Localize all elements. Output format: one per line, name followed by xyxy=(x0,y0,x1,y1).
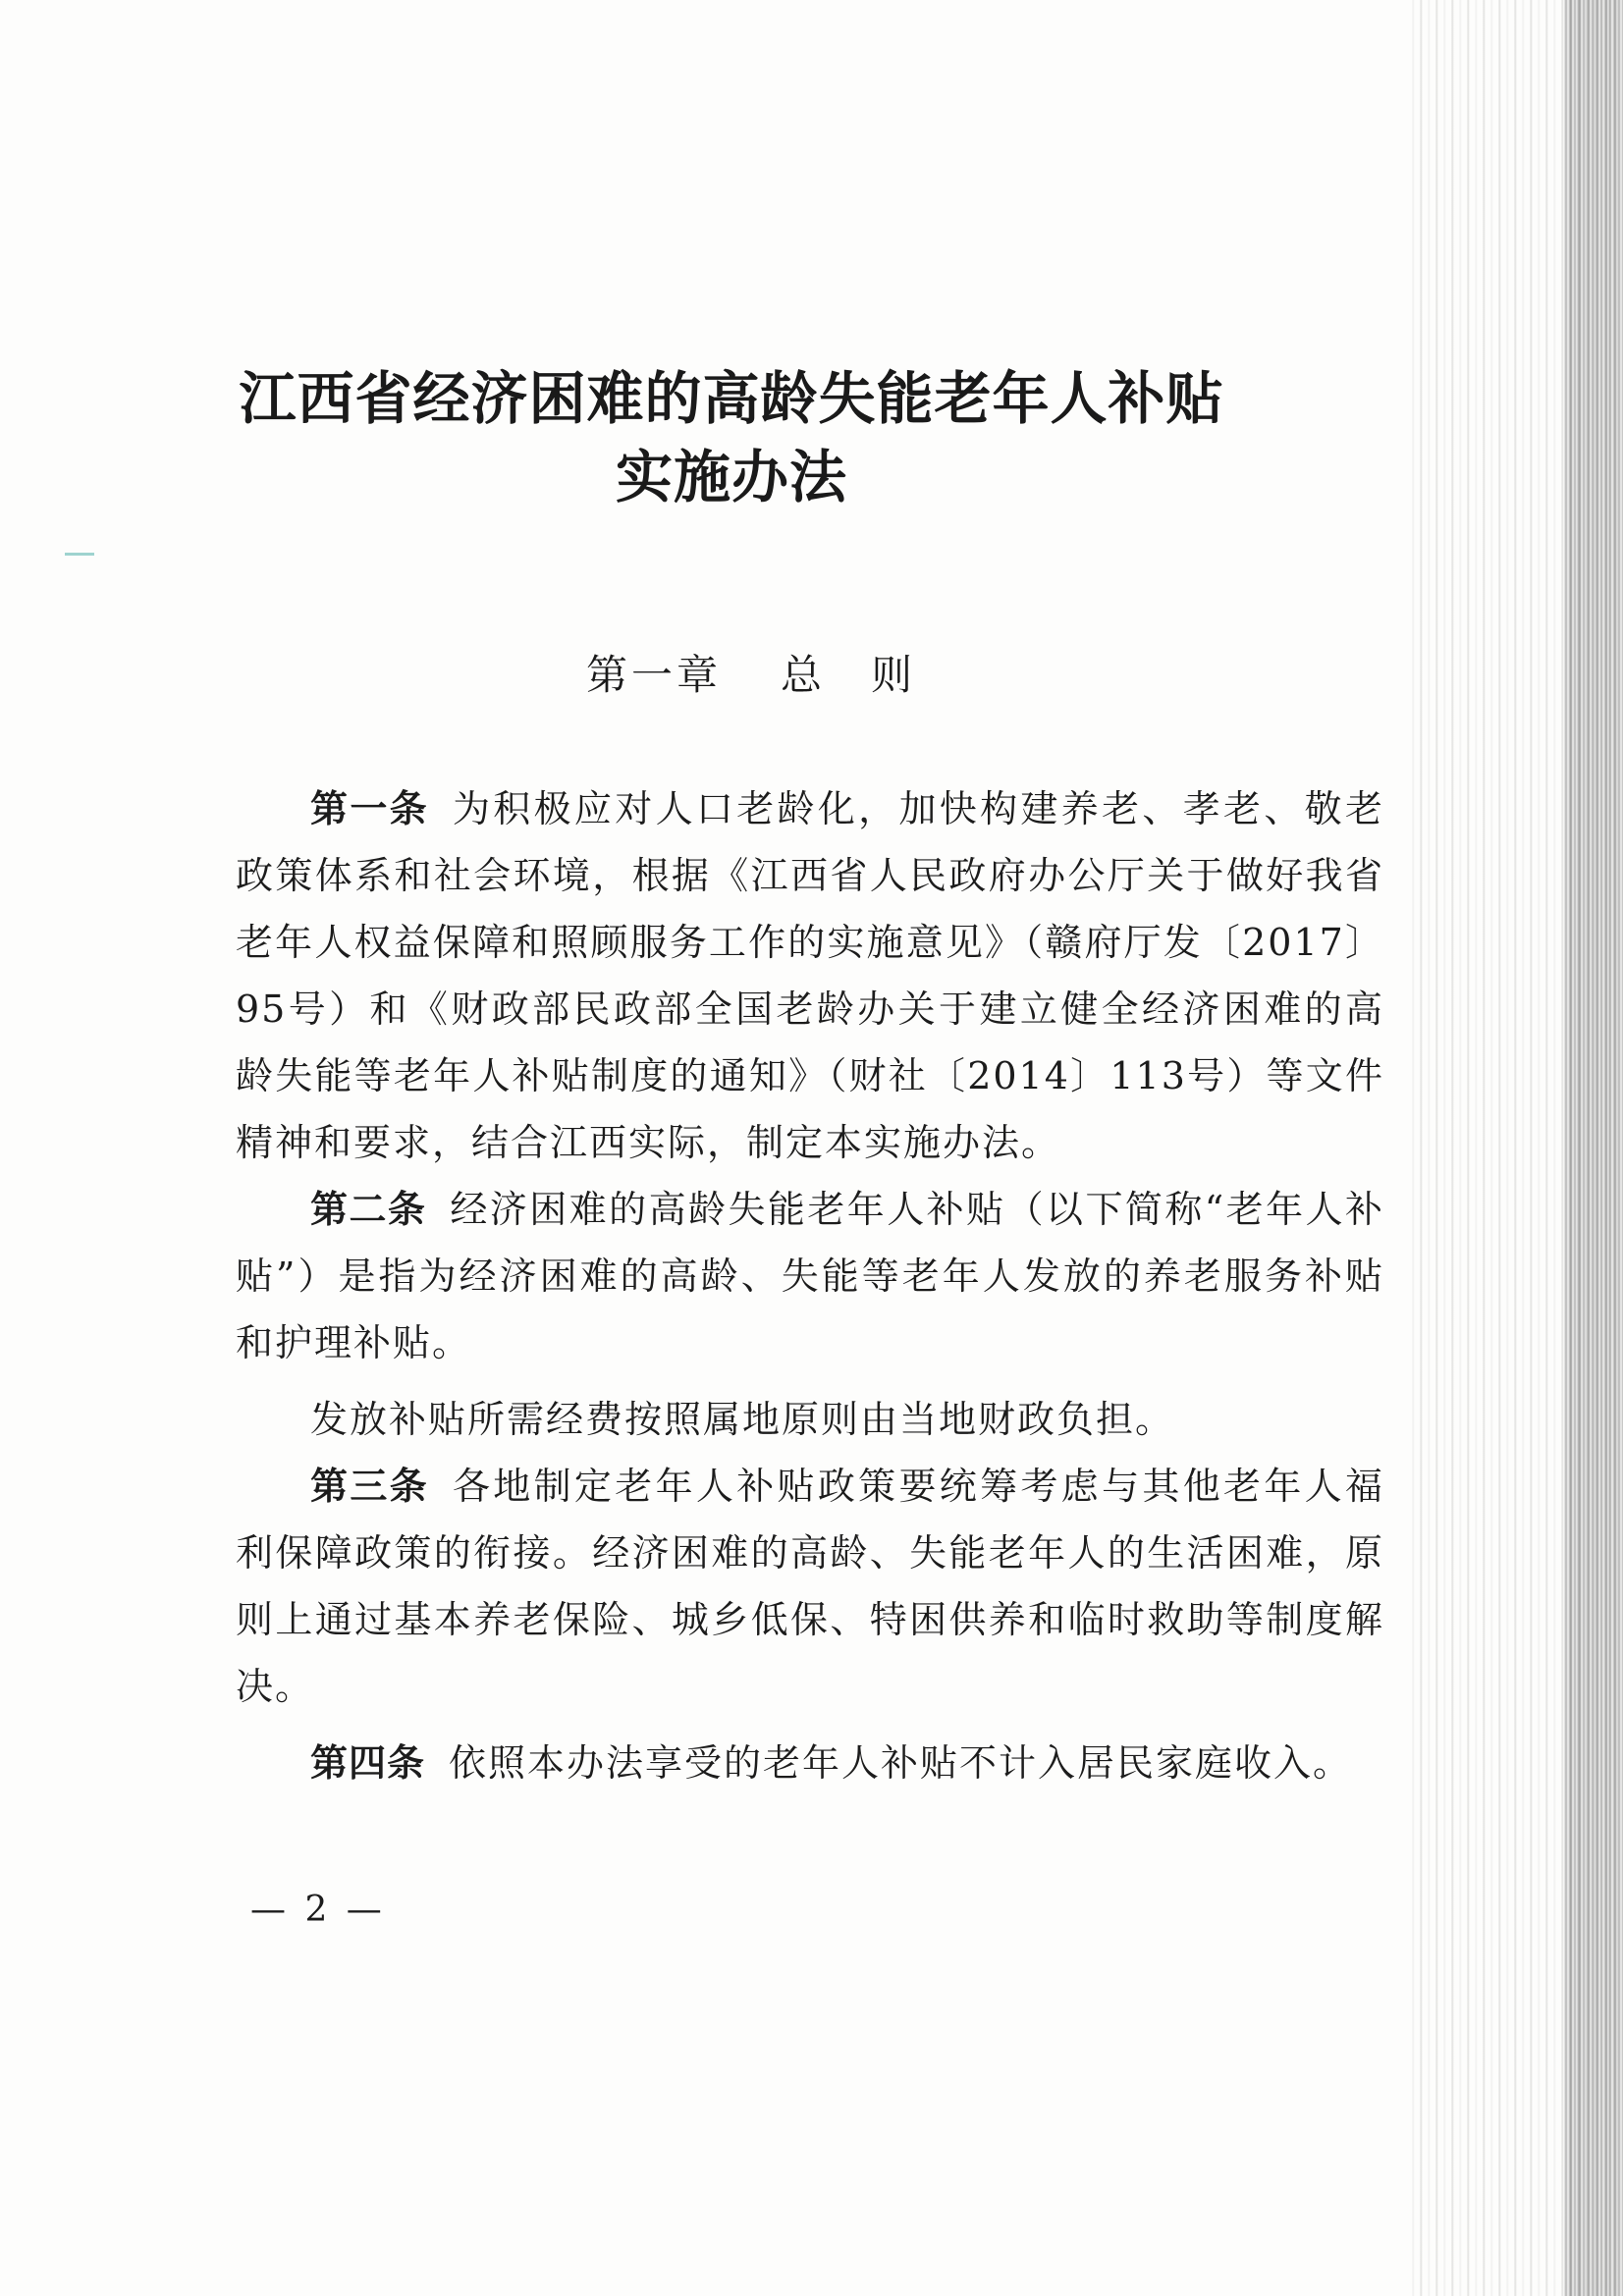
article-number: 第三条 xyxy=(310,1465,429,1508)
paragraph-article-2 xyxy=(236,1176,1384,1376)
chapter-name: 总 则 xyxy=(781,651,917,699)
article-text: 为积极应对人口老龄化，加快构建养老、孝老、敬老政策体系和社会环境，根据《江西省人民政府办公厅关于做好我省老年人权益保障和照顾服务工作的实施意见》（赣府厅发〔2017〕95号）和《财政部民政部全国老龄办关于建立健全经济困难的高龄失能等老年人补贴制度的通知》（财社〔2014〕113号）等文件精神和要求，结合江西实际，制定本实施办法。 xyxy=(236,787,1384,1164)
article-text: 各地制定老年人补贴政策要统筹考虑与其他老年人福利保障政策的衔接。经济困难的高龄、失能老年人的生活困难，原则上通过基本养老保险、城乡低保、特困供养和临时救助等制度解决。 xyxy=(236,1465,1384,1708)
article-text: 经济困难的高龄失能老年人补贴（以下简称“老年人补贴”）是指为经济困难的高龄、失能等老年人发放的养老服务补贴和护理补贴。 xyxy=(236,1188,1384,1364)
paragraph-article-3 xyxy=(236,1453,1384,1720)
document-title-line2: 实施办法 xyxy=(615,444,847,510)
page-number: — 2 — xyxy=(250,1890,386,1930)
document-title-line1: 江西省经济困难的高龄失能老年人补贴 xyxy=(239,365,1224,432)
article-number: 第一条 xyxy=(310,787,429,830)
article-number: 第四条 xyxy=(310,1741,426,1785)
margin-mark xyxy=(65,553,94,556)
article-number: 第二条 xyxy=(310,1188,427,1231)
document-body xyxy=(236,775,1384,1796)
paragraph-article-1 xyxy=(236,775,1384,1176)
article-text: 依照本办法享受的老年人补贴不计入居民家庭收入。 xyxy=(449,1741,1353,1785)
chapter-label: 第一章 xyxy=(585,651,722,699)
article-text: 发放补贴所需经费按照属地原则由当地财政负担。 xyxy=(310,1398,1175,1441)
paragraph-funding xyxy=(236,1386,1384,1453)
paragraph-article-4 xyxy=(236,1730,1384,1796)
scan-edge-shadow xyxy=(1564,0,1623,2296)
chapter-heading xyxy=(196,650,1306,701)
